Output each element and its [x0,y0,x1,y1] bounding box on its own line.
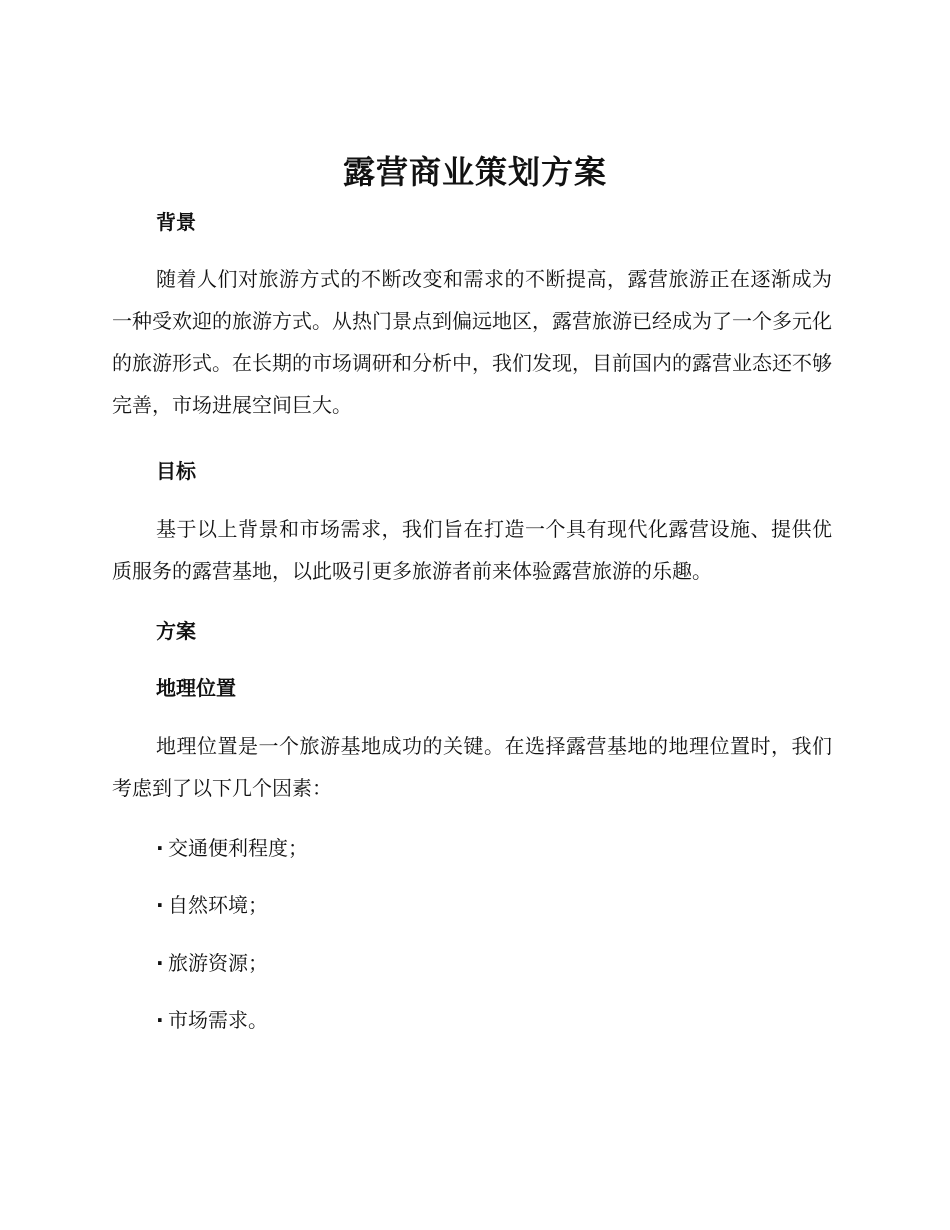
list-item [156,835,308,861]
list-item-text: 市场需求。 [168,1008,268,1032]
section-heading-plan: 方案 [156,619,196,643]
document-title: 露营商业策划方案 [342,153,607,191]
list-item-text: 交通便利程度； [168,836,308,860]
background-paragraph: 随着人们对旅游方式的不断改变和需求的不断提高，露营旅游正在逐渐成为一种受欢迎的旅游方式。从热门景点到偏远地区，露营旅游已经成为了一个多元化的旅游形式。在长期的市场调研和分析中，我们发现，目前国内的露营业态还不够完善，市场进展空间巨大。 [112,267,832,417]
list-item [156,950,268,976]
bullet-icon: · [156,951,164,975]
location-paragraph: 地理位置是一个旅游基地成功的关键。在选择露营基地的地理位置时，我们考虑到了以下几个因素： [112,734,832,800]
section-heading-location: 地理位置 [156,676,236,700]
list-item [156,1007,268,1033]
section-heading-background: 背景 [156,210,196,234]
goal-paragraph: 基于以上背景和市场需求，我们旨在打造一个具有现代化露营设施、提供优质服务的露营基地，以此吸引更多旅游者前来体验露营旅游的乐趣。 [112,517,832,583]
bullet-icon: · [156,836,164,860]
bullet-icon: · [156,1008,164,1032]
bullet-icon: · [156,893,164,917]
section-heading-goal: 目标 [156,459,196,483]
list-item-text: 自然环境； [168,893,268,917]
list-item [156,892,268,918]
list-item-text: 旅游资源； [168,951,268,975]
